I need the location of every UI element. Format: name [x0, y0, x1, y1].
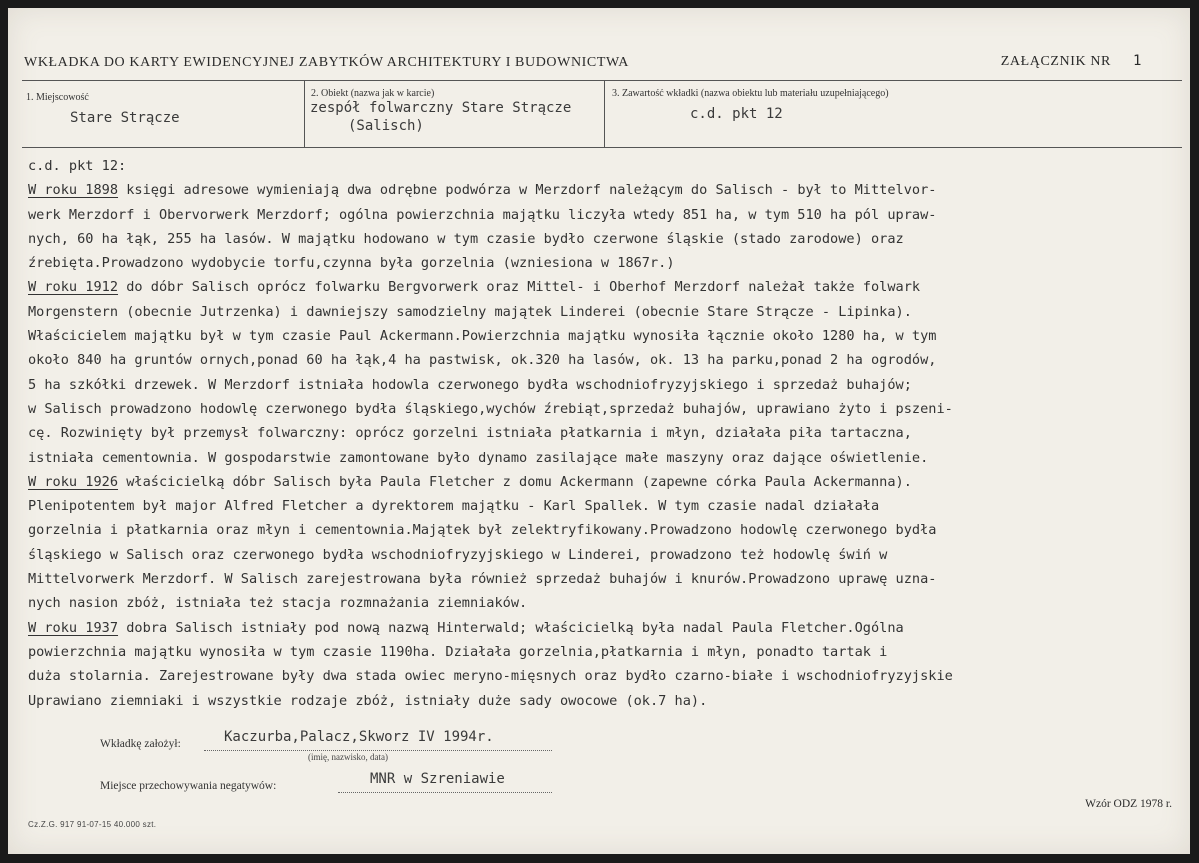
- body-line: [28, 300, 1198, 324]
- year-heading: W roku 1926: [28, 473, 119, 490]
- attachment-number-label: [1001, 53, 1142, 70]
- body-line-text: c.d. pkt 12:: [28, 158, 127, 174]
- body-line: [28, 348, 1198, 372]
- body-line-text: dobra Salisch istniały pod nową nazwą Hinterwald; właścicielką była nadal Paula Fletcher.Ogólna: [118, 619, 904, 636]
- object-label: 2. Obiekt (nazwa jak w karcie): [311, 88, 435, 99]
- body-line: [28, 543, 1198, 567]
- year-heading: W roku 1912: [28, 279, 119, 296]
- year-heading: W roku 1898: [28, 182, 119, 199]
- object-value-line2: (Salisch): [348, 118, 424, 134]
- form-code: Wzór ODZ 1978 r.: [1085, 798, 1172, 810]
- field-divider-2: [604, 80, 605, 147]
- body-line: [28, 616, 1198, 640]
- print-code: Cz.Z.G. 917 91-07-15 40.000 szt.: [28, 820, 157, 829]
- body-line-text: nych, 60 ha łąk, 255 ha lasów. W majątku hodowano w tym czasie bydło czerwone śląskie (stado zarodowe) oraz: [28, 230, 904, 247]
- body-line: [28, 470, 1198, 494]
- body-line: [28, 397, 1198, 421]
- contents-value: c.d. pkt 12: [690, 106, 783, 122]
- body-line: [28, 494, 1198, 518]
- field-divider-1: [304, 80, 305, 147]
- body-line-text: księgi adresowe wymieniają dwa odrębne podwórza w Merzdorf należącym do Salisch - był to Mittelvor-: [118, 182, 937, 199]
- body-line: [28, 227, 1198, 251]
- author-label: Wkładkę założył:: [100, 738, 181, 750]
- body-line-text: powierzchnia majątku wynosiła w tym czasie 1190ha. Działała gorzelnia,płatkarnia i młyn, ponadto tartak i: [28, 643, 888, 660]
- body-line-text: do dóbr Salisch oprócz folwarku Bergvorwerk oraz Mittel- i Oberhof Merzdorf należał także folwark: [118, 279, 921, 296]
- body-line-text: istniała cementownia. W gospodarstwie zamontowane było dynamo zasilające małe maszyny oraz dające oświetlenie.: [28, 449, 929, 466]
- body-line-text: cę. Rozwinięty był przemysł folwarczny: oprócz gorzelni istniała płatkarnia i młyn, działała piła tartaczna,: [28, 425, 912, 442]
- body-line: [28, 421, 1198, 445]
- storage-dotted-line: [338, 792, 552, 793]
- locality-label: 1. Miejscowość: [26, 92, 89, 103]
- body-line: [28, 689, 1198, 713]
- header-rule-bottom: [22, 147, 1182, 148]
- header-rule-top: [22, 80, 1182, 81]
- typed-body: [28, 154, 1198, 713]
- storage-value: MNR w Szreniawie: [370, 771, 505, 787]
- body-line-text: nych nasion zbóż, istniała też stacja rozmnażania ziemniaków.: [28, 595, 528, 612]
- body-line: [28, 154, 1198, 178]
- body-line: [28, 275, 1198, 299]
- body-line-text: w Salisch prowadzono hodowlę czerwonego bydła śląskiego,wychów źrebiąt,sprzedaż buhajów, uprawiano żyto i pszeni-: [28, 400, 953, 417]
- body-line-text: Mittelvorwerk Merzdorf. W Salisch zarejestrowana była również sprzedaż buhajów i knurów.Prowadzono uprawę uzna-: [28, 571, 937, 588]
- author-hint: (imię, nazwisko, data): [308, 752, 388, 762]
- body-line-text: Morgenstern (obecnie Jutrzenka) i dawniejszy samodzielny majątek Linderei (obecnie Stare Strącze - Lipinka).: [28, 303, 912, 320]
- body-line-text: Uprawiano ziemniaki i wszystkie rodzaje zbóż, istniały duże sady owocowe (ok.7 ha).: [28, 692, 708, 709]
- body-line: [28, 567, 1198, 591]
- body-line: [28, 640, 1198, 664]
- author-dotted-line: [204, 750, 552, 751]
- record-card-insert: [8, 8, 1190, 854]
- contents-label: 3. Zawartość wkładki (nazwa obiektu lub materiału uzupełniającego): [612, 88, 889, 99]
- body-line: [28, 446, 1198, 470]
- object-value-line1: zespół folwarczny Stare Strącze: [310, 100, 572, 116]
- body-line: [28, 251, 1198, 275]
- body-line-text: werk Merzdorf i Obervorwerk Merzdorf; ogólna powierzchnia majątku liczyła wtedy 851 ha, w tym 510 ha pól upraw-: [28, 206, 937, 223]
- body-line: [28, 518, 1198, 542]
- body-line-text: Plenipotentem był major Alfred Fletcher a dyrektorem majątku - Karl Spallek. W tym czasie nadal działała: [28, 498, 880, 515]
- attachment-number: 1: [1132, 53, 1142, 69]
- author-value: Kaczurba,Palacz,Skworz IV 1994r.: [224, 729, 494, 745]
- body-line-text: około 840 ha gruntów ornych,ponad 60 ha łąk,4 ha pastwisk, ok.320 ha lasów, ok. 13 ha parku,ponad 2 ha ogrodów,: [28, 352, 937, 369]
- attachment-label: ZAŁĄCZNIK NR: [1000, 54, 1111, 69]
- body-line: [28, 591, 1198, 615]
- body-line-text: źrebięta.Prowadzono wydobycie torfu,czynna była gorzelnia (wzniesiona w 1867r.): [28, 255, 675, 272]
- body-line-text: właścicielką dóbr Salisch była Paula Fletcher z domu Ackermann (zapewne córka Paula Ackermanna).: [118, 473, 912, 490]
- body-line-text: 5 ha szkółki drzewek. W Merzdorf istniała hodowla czerwonego bydła wschodniofryzyjskiego i sprzedaż buhajów;: [28, 376, 912, 393]
- storage-label: Miejsce przechowywania negatywów:: [100, 780, 277, 792]
- body-line-text: Właścicielem majątku był w tym czasie Paul Ackermann.Powierzchnia majątku wynosiła łącznie około 1280 ha, w tym: [28, 328, 937, 345]
- body-line: [28, 178, 1198, 202]
- body-line: [28, 664, 1198, 688]
- body-line: [28, 203, 1198, 227]
- locality-value: Stare Strącze: [70, 110, 180, 126]
- year-heading: W roku 1937: [28, 619, 119, 636]
- body-line-text: duża stolarnia. Zarejestrowane były dwa stada owiec meryno-mięsnych oraz bydło czarno-białe i wschodniofryzyjskie: [28, 668, 953, 685]
- body-line-text: śląskiego w Salisch oraz czerwonego bydła wschodniofryzyjskiego w Linderei, prowadzono też hodowlę świń w: [28, 546, 888, 563]
- body-line-text: gorzelnia i płatkarnia oraz młyn i cementownia.Majątek był zelektryfikowany.Prowadzono hodowlę czerwonego bydła: [28, 522, 937, 539]
- body-line: [28, 373, 1198, 397]
- form-title: WKŁADKA DO KARTY EWIDENCYJNEJ ZABYTKÓW ARCHITEKTURY I BUDOWNICTWA: [24, 55, 629, 70]
- body-line: [28, 324, 1198, 348]
